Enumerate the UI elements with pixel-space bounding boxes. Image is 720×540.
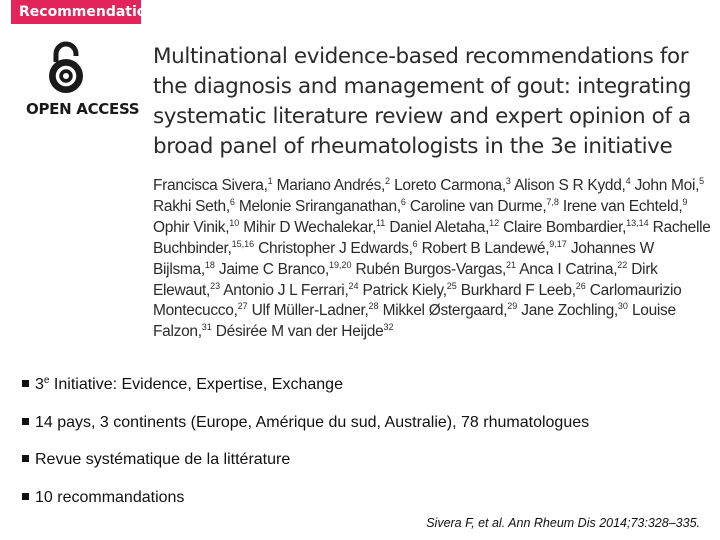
- section-banner: Recommendation: [11, 0, 141, 24]
- author-affiliation: 6: [229, 196, 235, 207]
- open-access-logo: [26, 42, 140, 118]
- author-name: Melonie Sriranganathan,: [238, 197, 401, 215]
- author-affiliation: 15,16: [231, 238, 255, 249]
- author-entry: [277, 177, 390, 194]
- author-list: [153, 176, 713, 343]
- author-affiliation: 3: [505, 176, 511, 186]
- author-name: Rachelle Buchbinder,: [153, 218, 711, 257]
- square-bullet-icon: [22, 493, 29, 500]
- author-entry: [243, 219, 385, 236]
- author-entry: [383, 302, 518, 319]
- author-affiliation: 27: [237, 301, 248, 312]
- author-entry: [521, 302, 628, 319]
- author-name: Daniel Aletaha,: [389, 218, 490, 236]
- article-title: Multinational evidence-based recommendations for the diagnosis and management of gout: integrating systematic literature review and expert opinion of a broad panel of rheumatologists in the 3e initiative: [153, 44, 692, 159]
- author-name: Ophir Vinik,: [153, 218, 230, 236]
- bullet-item: [22, 374, 712, 412]
- square-bullet-icon: [22, 380, 29, 387]
- author-name: Irene van Echteld,: [562, 197, 683, 215]
- author-entry: [258, 240, 418, 257]
- author-name: Robert B Landewé,: [421, 239, 550, 257]
- author-entry: [239, 198, 406, 215]
- author-affiliation: 1: [267, 176, 273, 186]
- bullet-text: Initiative: Evidence, Expertise, Exchange: [49, 376, 343, 393]
- author-entry: [389, 219, 499, 236]
- author-name: Jane Zochling,: [521, 302, 618, 320]
- author-affiliation: 5: [699, 176, 705, 186]
- open-access-label: OPEN ACCESS: [26, 100, 140, 118]
- author-name: Ulf Müller-Ladner,: [251, 302, 369, 320]
- author-affiliation: 9,17: [549, 238, 567, 249]
- author-entry: [461, 282, 586, 299]
- author-affiliation: 6: [400, 196, 406, 207]
- author-entry: [635, 177, 705, 194]
- author-affiliation: 29: [507, 301, 518, 312]
- author-name: Carlomaurizio Montecucco,: [153, 281, 682, 320]
- author-affiliation: 25: [446, 280, 457, 291]
- author-entry: [219, 261, 352, 278]
- author-entry: [252, 302, 379, 319]
- author-affiliation: 24: [348, 280, 359, 291]
- bullet-text: 14 pays, 3 continents (Europe, Amérique du sud, Australie), 78 rhumatologues: [35, 413, 590, 431]
- author-affiliation: 13,14: [626, 217, 649, 228]
- square-bullet-icon: [22, 455, 29, 462]
- author-name: Dirk Elewaut,: [153, 260, 658, 299]
- author-entry: [153, 198, 235, 215]
- square-bullet-icon: [22, 418, 29, 425]
- author-name: Claire Bombardier,: [503, 218, 627, 236]
- author-entry: [563, 198, 688, 215]
- bullet-prefix: 3: [35, 376, 44, 393]
- author-affiliation: 28: [368, 301, 379, 312]
- author-entry: [503, 219, 649, 236]
- author-affiliation: 10: [229, 217, 240, 228]
- author-affiliation: 22: [617, 259, 628, 270]
- author-affiliation: 4: [625, 176, 631, 186]
- author-entry: [410, 198, 559, 215]
- author-entry: [356, 261, 517, 278]
- author-entry: [514, 177, 631, 194]
- bullet-text: Revue systématique de la littérature: [35, 451, 291, 468]
- bullet-item: [22, 449, 712, 487]
- author-affiliation: 23: [210, 280, 221, 291]
- author-affiliation: 26: [575, 280, 586, 291]
- author-entry: [153, 219, 239, 236]
- open-lock-icon: [46, 42, 86, 94]
- citation: Sivera F, et al. Ann Rheum Dis 2014;73:328–335.: [426, 516, 700, 530]
- author-name: Désirée M van der Heijde: [215, 323, 384, 341]
- author-affiliation: 11: [375, 217, 386, 228]
- author-name: Loreto Carmona,: [394, 177, 506, 194]
- bullet-text: 10 recommandations: [35, 488, 185, 506]
- author-name: Burkhard F Leeb,: [460, 281, 576, 299]
- author-affiliation: 21: [506, 259, 517, 270]
- author-name: Anca I Catrina,: [519, 260, 618, 278]
- bullet-item: [22, 412, 712, 450]
- author-name: Johannes W Bijlsma,: [153, 239, 654, 278]
- author-name: Christopher J Edwards,: [258, 239, 413, 257]
- author-affiliation: 32: [383, 322, 394, 333]
- author-affiliation: 31: [201, 322, 212, 333]
- author-entry: [519, 261, 627, 278]
- bullet-list: [22, 374, 712, 524]
- author-affiliation: 6: [412, 238, 418, 249]
- author-entry: [422, 240, 567, 257]
- author-name: Caroline van Durme,: [409, 197, 547, 215]
- author-name: Rubén Burgos-Vargas,: [355, 260, 507, 278]
- author-name: Rakhi Seth,: [153, 197, 230, 215]
- author-name: Alison S R Kydd,: [514, 177, 626, 194]
- author-name: John Moi,: [634, 177, 700, 194]
- author-name: Jaime C Branco,: [218, 260, 329, 278]
- author-affiliation: 30: [617, 301, 628, 312]
- author-name: Mikkel Østergaard,: [382, 302, 508, 320]
- author-name: Louise Falzon,: [153, 302, 676, 341]
- author-name: Patrick Kiely,: [362, 281, 447, 299]
- author-affiliation: 18: [204, 259, 215, 270]
- author-name: Mariano Andrés,: [276, 177, 386, 194]
- author-entry: [363, 282, 457, 299]
- author-name: Mihir D Wechalekar,: [243, 218, 376, 236]
- author-entry: [223, 282, 358, 299]
- author-affiliation: 2: [385, 176, 391, 186]
- author-entry: [153, 177, 273, 194]
- author-affiliation: 19,20: [328, 259, 352, 270]
- author-name: Antonio J L Ferrari,: [223, 281, 349, 299]
- author-affiliation: 7,8: [546, 196, 559, 207]
- author-affiliation: 12: [489, 217, 500, 228]
- bullet-superscript: e: [43, 375, 50, 386]
- author-entry: [216, 323, 394, 340]
- author-affiliation: 9: [682, 196, 688, 207]
- author-entry: [394, 177, 511, 194]
- author-name: Francisca Sivera,: [153, 177, 268, 194]
